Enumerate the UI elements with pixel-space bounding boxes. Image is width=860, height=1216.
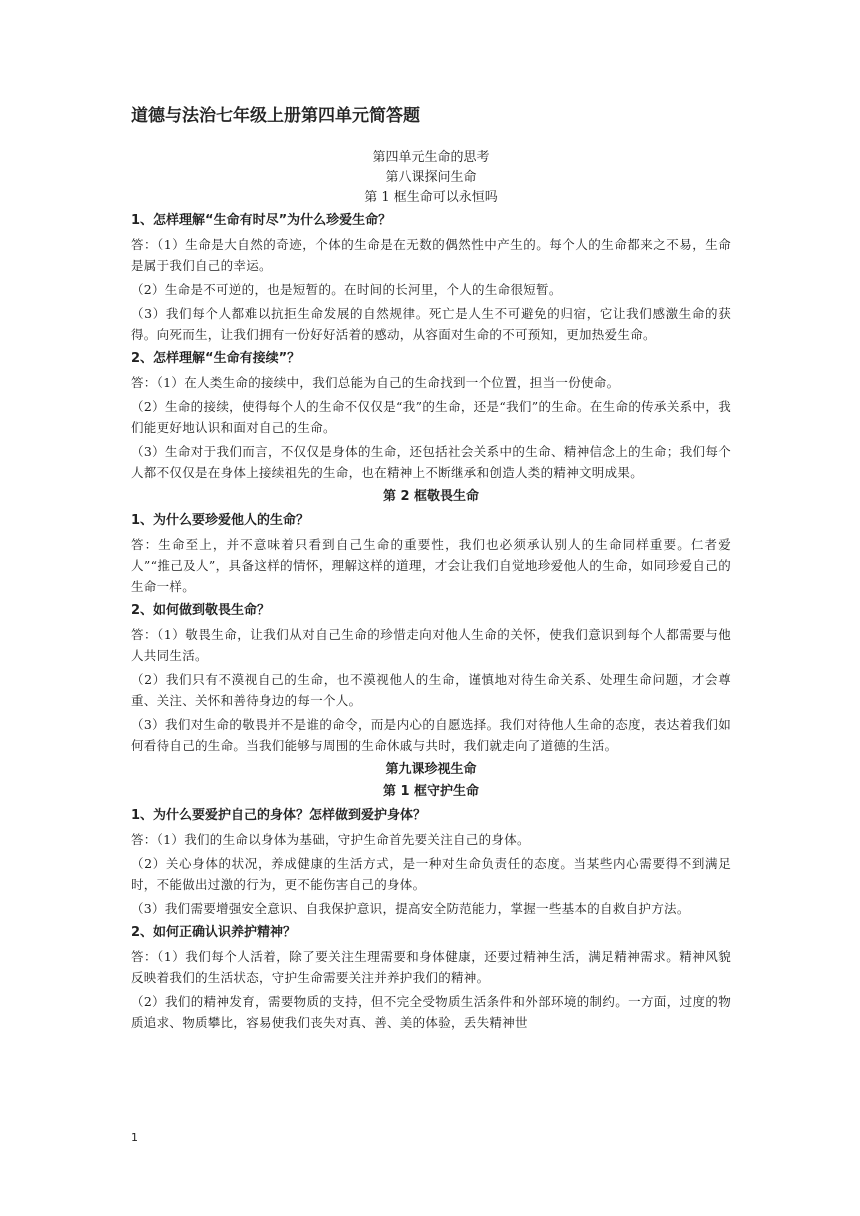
answer-paragraph: （2）生命是不可逆的，也是短暂的。在时间的长河里，个人的生命很短暂。 — [131, 282, 562, 297]
answer-paragraph: （3）我们每个人都难以抗拒生命发展的自然规律。死亡是人生不可避免的归宿，它让我们感激生命的获得。向死而生，让我们拥有一份好好活着的感动，从容面对生命的不可预知，更加热爱生命。 — [131, 306, 731, 342]
unit-heading: 第四单元生命的思考 — [372, 150, 490, 165]
frame-heading: 第 1 框生命可以永恒吗 — [364, 190, 498, 205]
answer-paragraph: 答：（1）在人类生命的接续中，我们总能为自己的生命找到一个位置，担当一份使命。 — [131, 375, 620, 390]
answer-paragraph: 答：（1）我们的生命以身体为基础，守护生命首先要关注自己的身体。 — [131, 832, 530, 847]
document-title: 道德与法治七年级上册第四单元简答题 — [131, 106, 420, 126]
answer-paragraph: 答：生命至上，并不意味着只看到自己生命的重要性，我们也必须承认别人的生命同样重要。仁者爱人”“推己及人”，具备这样的情怀，理解这样的道理，才会让我们自觉地珍爱他人的生命，如同珍爱自己的生命一样。 — [131, 537, 731, 594]
answer-paragraph: 答：（1）生命是大自然的奇迹，个体的生命是在无数的偶然性中产生的。每个人的生命都来之不易，生命是属于我们自己的幸运。 — [131, 237, 731, 273]
answer-paragraph: （3）我们需要增强安全意识、自我保护意识，提高安全防范能力，掌握一些基本的自救自护方法。 — [131, 901, 690, 916]
page-number: 1 — [131, 1131, 138, 1144]
question-heading: 1、为什么要爱护自己的身体？怎样做到爱护身体？ — [131, 808, 427, 823]
question-heading: 1、怎样理解“生命有时尽”为什么珍爱生命？ — [131, 213, 392, 228]
document-body — [131, 104, 731, 1036]
answer-paragraph: （2）生命的接续，使得每个人的生命不仅仅是“我”的生命，还是“我们”的生命。在生命的传承关系中，我们能更好地认识和面对自己的生命。 — [131, 399, 731, 435]
answer-paragraph: （3）生命对于我们而言，不仅仅是身体的生命，还包括社会关系中的生命、精神信念上的生命；我们每个人都不仅仅是在身体上接续祖先的生命，也在精神上不断继承和创造人类的精神文明成果。 — [131, 444, 731, 480]
answer-paragraph: 答：（1）敬畏生命，让我们从对自己生命的珍惜走向对他人生命的关怀，使我们意识到每个人都需要与他人共同生活。 — [131, 627, 731, 663]
question-heading: 2、如何做到敬畏生命？ — [131, 603, 271, 618]
question-heading: 2、怎样理解“生命有接续”？ — [131, 351, 301, 366]
question-heading: 1、为什么要珍爱他人的生命？ — [131, 513, 310, 528]
lesson-heading: 第八课探问生命 — [385, 170, 477, 185]
frame-heading: 第 2 框敬畏生命 — [382, 489, 480, 504]
answer-paragraph: 答：（1）我们每个人活着，除了要关注生理需要和身体健康，还要过精神生活，满足精神需求。精神风貌反映着我们的生活状态，守护生命需要关注并养护我们的精神。 — [131, 949, 731, 985]
lesson-heading: 第九课珍视生命 — [385, 762, 477, 777]
question-heading: 2、如何正确认识养护精神？ — [131, 925, 297, 940]
answer-paragraph: （2）我们只有不漠视自己的生命，也不漠视他人的生命，谨慎地对待生命关系、处理生命问题，才会尊重、关注、关怀和善待身边的每一个人。 — [131, 672, 731, 708]
answer-paragraph: （3）我们对生命的敬畏并不是谁的命令，而是内心的自愿选择。我们对待他人生命的态度，表达着我们如何看待自己的生命。当我们能够与周围的生命休戚与共时，我们就走向了道德的生活。 — [131, 717, 731, 753]
frame-heading: 第 1 框守护生命 — [382, 784, 480, 799]
answer-paragraph: （2）关心身体的状况，养成健康的生活方式，是一种对生命负责任的态度。当某些内心需要得不到满足时，不能做出过激的行为，更不能伤害自己的身体。 — [131, 856, 731, 892]
answer-paragraph: （2）我们的精神发育，需要物质的支持，但不完全受物质生活条件和外部环境的制约。一方面，过度的物质追求、物质攀比，容易使我们丧失对真、善、美的体验，丢失精神世 — [131, 994, 731, 1030]
